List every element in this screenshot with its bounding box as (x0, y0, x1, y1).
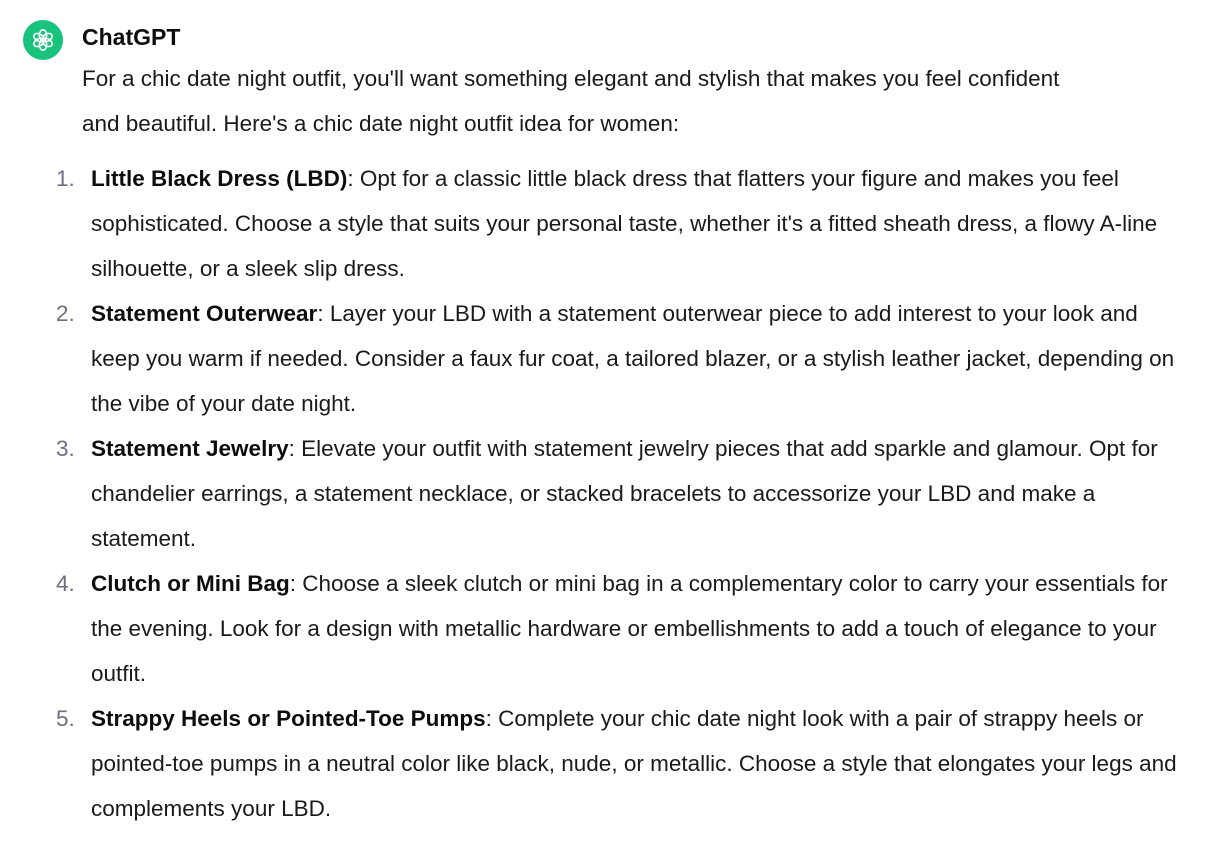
list-item (56, 561, 1192, 696)
list-item-number: 2. (56, 301, 75, 326)
list-item-text: : Elevate your outfit with statement jewelry pieces that add sparkle and glamour. Opt for chandelier earrings, a statement necklace, or stacked bracelets to accessorize your LBD and make a statement. (91, 436, 1158, 551)
list-item-number: 3. (56, 436, 75, 461)
list-item-text: : Opt for a classic little black dress that flatters your figure and makes you feel sophisticated. Choose a style that suits your personal taste, whether it's a fitted sheath dress, a flowy A-line silhouette, or a sleek slip dress. (91, 166, 1158, 281)
list-item-text: : Complete your chic date night look with a pair of strappy heels or pointed-toe pumps in a neutral color like black, nude, or metallic. Choose a style that elongates your legs and complements your LBD. (91, 706, 1177, 821)
list-item (56, 426, 1192, 561)
list-item-title: Statement Jewelry (91, 436, 289, 461)
list-item-title: Clutch or Mini Bag (91, 571, 290, 596)
assistant-message (56, 56, 1192, 831)
list-item-text: : Layer your LBD with a statement outerwear piece to add interest to your look and keep you warm if needed. Consider a faux fur coat, a tailored blazer, or a stylish leather jacket, depending on the vibe of your date night. (91, 301, 1175, 416)
assistant-avatar (23, 20, 63, 60)
openai-logo-icon (30, 27, 56, 53)
list-item (56, 291, 1192, 426)
sender-name: ChatGPT (82, 24, 181, 50)
list-item-title: Strappy Heels or Pointed-Toe Pumps (91, 706, 486, 731)
outfit-list (56, 156, 1192, 831)
list-item-number: 1. (56, 166, 75, 191)
list-item-title: Little Black Dress (LBD) (91, 166, 348, 191)
list-item-text: : Choose a sleek clutch or mini bag in a complementary color to carry your essentials for the evening. Look for a design with metallic hardware or embellishments to add a touch of elegance to your outfit. (91, 571, 1168, 686)
message-intro: For a chic date night outfit, you'll want something elegant and stylish that makes you feel confident and beautiful. Here's a chic date night outfit idea for women: (82, 66, 1060, 136)
list-item (56, 696, 1192, 831)
list-item-number: 5. (56, 706, 75, 731)
list-item-title: Statement Outerwear (91, 301, 318, 326)
list-item-number: 4. (56, 571, 75, 596)
list-item (56, 156, 1192, 291)
